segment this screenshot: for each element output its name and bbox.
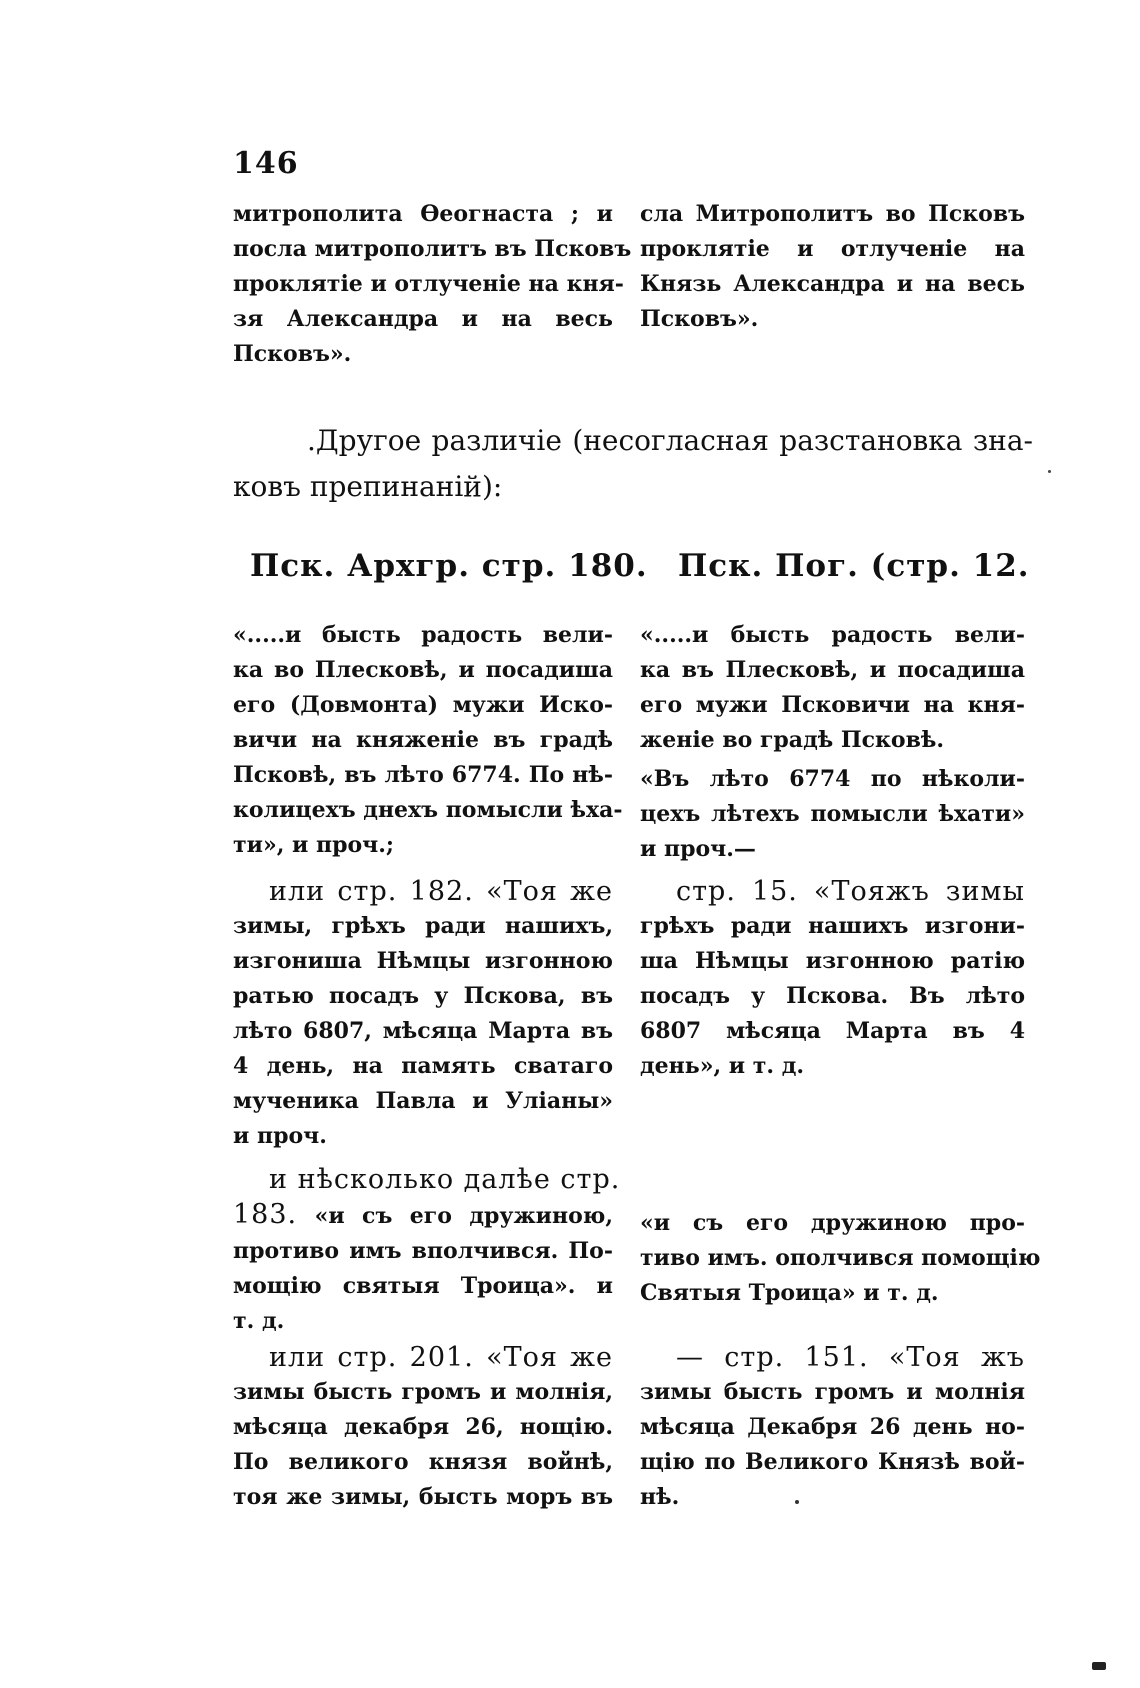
passage-1-right: [640, 618, 1025, 867]
left-column-heading: Пск. Архгр. стр. 180.: [250, 548, 648, 584]
text-line: Псковъ».: [233, 341, 352, 367]
text-line: щію по Великого Князѣ вой-: [640, 1449, 1025, 1475]
passage-3-left: [233, 1162, 621, 1339]
text-line: мученика Павла и Уліаны»: [233, 1088, 613, 1114]
text-line: «Въ лѣто 6774 по нѣколи-: [640, 766, 1025, 792]
text-line: ти», и проч.;: [233, 832, 395, 858]
right-column-heading: Пск. Пог. (стр. 12.: [678, 548, 1030, 584]
text-line: ка во Плесковѣ, и посадиша: [233, 657, 613, 683]
text-line: вичи на княженіе въ градѣ: [233, 727, 613, 753]
text-line: проклятіе и отлученіе на: [640, 236, 1025, 262]
quote-start: «и съ его дружиною,: [314, 1203, 613, 1229]
intro-paragraph: [233, 418, 1033, 510]
text-line: .Другое различіе (несогласная разстановка зна-: [307, 424, 1033, 457]
passage-2-left: [233, 874, 613, 1154]
top-left-column: [233, 197, 632, 372]
text-line: стр. 15. «Тояжъ зимы: [676, 876, 1025, 907]
passage-3-right: [640, 1206, 1041, 1311]
text-line: посадъ у Пскова. Въ лѣто: [640, 983, 1025, 1009]
text-line: лѣто 6807, мѣсяца Марта въ: [233, 1018, 613, 1044]
text-line: зимы бысть громъ и молнія,: [233, 1379, 613, 1405]
text-line: [233, 1197, 613, 1234]
text-line: изгониша Нѣмцы изгонною: [233, 948, 613, 974]
text-line: митрополита Өеогнаста ; и: [233, 201, 613, 227]
text-line: колицехъ днехъ помысли ѣха-: [233, 797, 623, 823]
top-right-column: [640, 197, 1025, 337]
text-line: ка въ Плесковѣ, и посадиша: [640, 657, 1025, 683]
text-line: ша Нѣмцы изгонною ратію: [640, 948, 1025, 974]
text-line: и проч.—: [640, 836, 756, 862]
text-line: 6807 мѣсяца Марта въ 4: [640, 1018, 1025, 1044]
text-line: сла Митрополитъ во Псковъ: [640, 201, 1025, 227]
text-line: зимы, грѣхъ ради нашихъ,: [233, 913, 613, 939]
text-line: 4 день, на память сватаго: [233, 1053, 613, 1079]
text-line: «.....и бысть радость вели-: [233, 622, 613, 648]
text-line: Князь Александра и на весь: [640, 271, 1025, 297]
passage-4-left: [233, 1340, 613, 1515]
text-line: или стр. 182. «Тоя же: [269, 876, 613, 907]
text-line: день», и т. д.: [640, 1053, 805, 1079]
text-line: — стр. 151. «Тоя жъ: [676, 1342, 1025, 1373]
top-left-paragraph: [233, 197, 632, 372]
passage-1-left: [233, 618, 623, 863]
text-line: «.....и бысть радость вели-: [640, 622, 1025, 648]
text-line: или стр. 201. «Тоя же: [269, 1342, 613, 1373]
text-line: мѣсяца декабря 26, нощію.: [233, 1414, 613, 1440]
text-line: его (Довмонта) мужи Иско-: [233, 692, 613, 718]
text-line: зимы бысть громъ и молнія: [640, 1379, 1025, 1405]
text-line: и нѣсколько далѣе стр.: [269, 1164, 621, 1195]
text-line: нѣ.: [640, 1484, 680, 1510]
text-line: посла митрополитъ въ Псковъ: [233, 236, 632, 262]
text-line: Псковъ».: [640, 306, 759, 332]
text-line: женіе во градѣ Псковѣ.: [640, 727, 945, 753]
text-line: тоя же зимы, бысть моръ въ: [233, 1484, 613, 1510]
top-right-paragraph: [640, 197, 1025, 337]
text-line: По великого князя войнѣ,: [233, 1449, 613, 1475]
text-line: мѣсяца Декабря 26 день но-: [640, 1414, 1025, 1440]
passage-4-right: [640, 1340, 1025, 1515]
text-line: т. д.: [233, 1308, 285, 1334]
page-ref: 183.: [233, 1199, 298, 1230]
page-number: 146: [233, 146, 299, 181]
scan-speck: [795, 1500, 799, 1504]
text-line: «и съ его дружиною про-: [640, 1210, 1025, 1236]
text-line: Псковѣ, въ лѣто 6774. По нѣ-: [233, 762, 613, 788]
text-line: ратью посадъ у Пскова, въ: [233, 983, 613, 1009]
text-line: цехъ лѣтехъ помысли ѣхати»: [640, 801, 1025, 827]
text-line: его мужи Псковичи на кня-: [640, 692, 1025, 718]
text-line: Святыя Троица» и т. д.: [640, 1280, 939, 1306]
text-line: мощію святыя Троица». и: [233, 1273, 613, 1299]
scan-speck: [1092, 1662, 1106, 1670]
text-line: ковъ препинаній):: [233, 470, 503, 503]
passage-2-right: [640, 874, 1025, 1084]
text-line: проклятіе и отлученіе на кня-: [233, 271, 624, 297]
text-line: и проч.: [233, 1123, 327, 1149]
text-line: тиво имъ. ополчився помощію: [640, 1245, 1041, 1271]
scan-speck: [1048, 470, 1051, 473]
text-line: грѣхъ ради нашихъ изгони-: [640, 913, 1025, 939]
text-line: противо имъ вполчився. По-: [233, 1238, 613, 1264]
text-line: зя Александра и на весь: [233, 306, 613, 332]
